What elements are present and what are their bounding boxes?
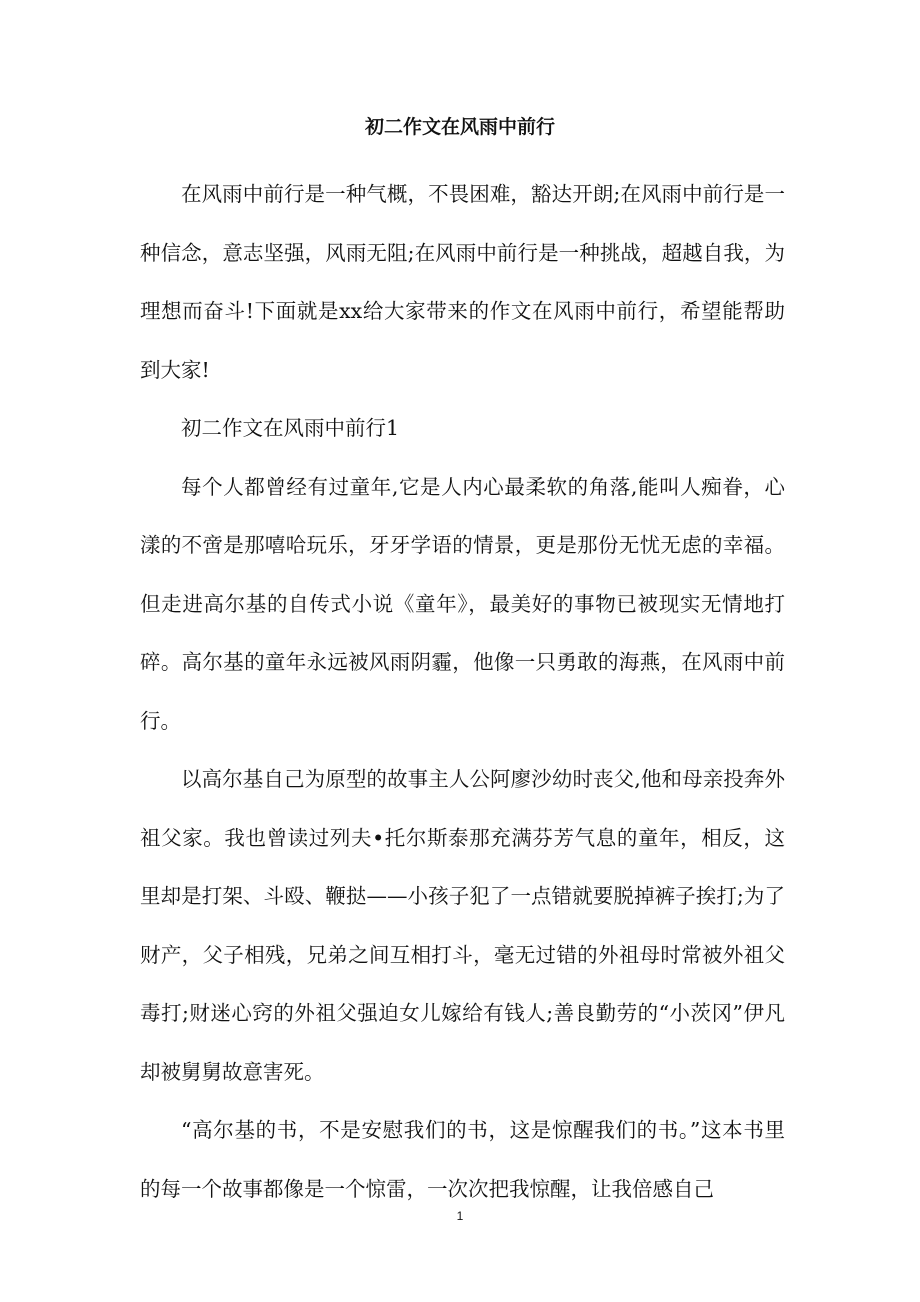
- section-heading: 初二作文在风雨中前行1: [181, 416, 400, 440]
- paragraph-intro: 在风雨中前行是一种气概，不畏困难，豁达开朗;在风雨中前行是一种信念，意志坚强，风雨无阻;在风雨中前行是一种挑战，超越自我，为理想而奋斗!下面就是xx给大家带来的作文在风雨中前行，希望能帮助到大家!: [140, 182, 785, 382]
- paragraph-childhood: 每个人都曾经有过童年,它是人内心最柔软的角落,能叫人痴眷，心漾的不啻是那嘻哈玩乐，牙牙学语的情景，更是那份无忧无虑的幸福。但走进高尔基的自传式小说《童年》，最美好的事物已被现实无情地打碎。高尔基的童年永远被风雨阴霾，他像一只勇敢的海燕，在风雨中前行。: [140, 474, 785, 733]
- document-title: 初二作文在风雨中前行: [364, 116, 555, 138]
- page-number: 1: [456, 1209, 464, 1223]
- document-body: [140, 165, 785, 1218]
- paragraph-story: 以高尔基自己为原型的故事主人公阿廖沙幼时丧父,他和母亲投奔外祖父家。我也曾读过列夫•托尔斯泰那充满芬芳气息的童年，相反，这里却是打架、斗殴、鞭挞——小孩子犯了一点错就要脱掉裤子挨打;为了财产，父子相残，兄弟之间互相打斗，毫无过错的外祖母时常被外祖父毒打;财迷心窍的外祖父强迫女儿嫁给有钱人;善良勤劳的“小茨冈”伊凡却被舅舅故意害死。: [140, 767, 785, 1084]
- paragraph-quote: “高尔基的书，不是安慰我们的书，这是惊醒我们的书。”这本书里的每一个故事都像是一个惊雷，一次次把我惊醒，让我倍感自己: [140, 1118, 785, 1201]
